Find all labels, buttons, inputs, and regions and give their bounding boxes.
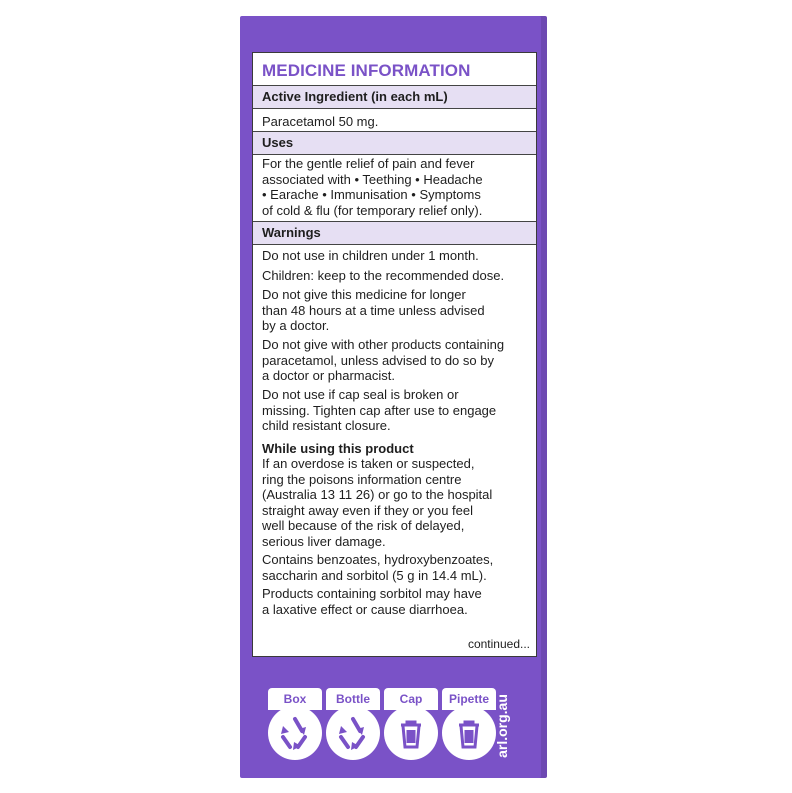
panel-title: MEDICINE INFORMATION xyxy=(262,61,471,80)
divider xyxy=(253,108,536,109)
recycle-pipette xyxy=(442,688,496,766)
while-using-heading: While using this product xyxy=(262,441,414,456)
warning-item: Do not give with other products containing paracetamol, unless advised to do so by a doctor or pharmacist. xyxy=(262,337,505,383)
continued-note: continued... xyxy=(467,637,530,651)
ingredients-note: Contains benzoates, hydroxybenzoates, saccharin and sorbitol (5 g in 14.4 mL). xyxy=(262,552,494,583)
recycle-bottle xyxy=(326,688,380,766)
uses-text: For the gentle relief of pain and fever associated with • Teething • Headache • Earache • Immunisation • Symptoms of cold & flu (for temporary relief only). xyxy=(262,156,483,218)
product-box-side-panel xyxy=(240,16,547,778)
warning-item: Children: keep to the recommended dose. xyxy=(262,268,505,283)
recycle-label: Bottle xyxy=(326,688,380,710)
recycle-cap xyxy=(384,688,438,766)
warnings-heading: Warnings xyxy=(253,222,536,244)
recycle-label: Box xyxy=(268,688,322,710)
trash-icon xyxy=(442,706,496,760)
divider xyxy=(253,244,536,245)
recycle-icon xyxy=(268,706,322,760)
divider xyxy=(253,154,536,155)
recycle-label: Pipette xyxy=(442,688,496,710)
warning-item: Do not give this medicine for longer than 48 hours at a time unless advised by a doctor. xyxy=(262,287,485,333)
uses-heading: Uses xyxy=(253,132,536,154)
trash-icon xyxy=(384,706,438,760)
overdose-text: If an overdose is taken or suspected, ring the poisons information centre (Australia 13 11 26) or go to the hospital straight away even if they or you feel well because of the risk of delayed, serious liver damage. xyxy=(262,456,493,549)
active-ingredient-heading: Active Ingredient (in each mL) xyxy=(253,86,536,108)
recycle-label: Cap xyxy=(384,688,438,710)
sorbitol-note: Products containing sorbitol may have a laxative effect or cause diarrhoea. xyxy=(262,586,482,617)
active-ingredient-text: Paracetamol 50 mg. xyxy=(262,114,379,129)
recycle-box xyxy=(268,688,322,766)
warning-item: Do not use if cap seal is broken or missing. Tighten cap after use to engage child resistant closure. xyxy=(262,387,497,433)
recycle-icon xyxy=(326,706,380,760)
warning-item: Do not use in children under 1 month. xyxy=(262,248,479,263)
recycling-labels xyxy=(268,688,498,766)
recycling-website: arl.org.au xyxy=(494,694,510,758)
medicine-info-panel xyxy=(252,52,537,657)
